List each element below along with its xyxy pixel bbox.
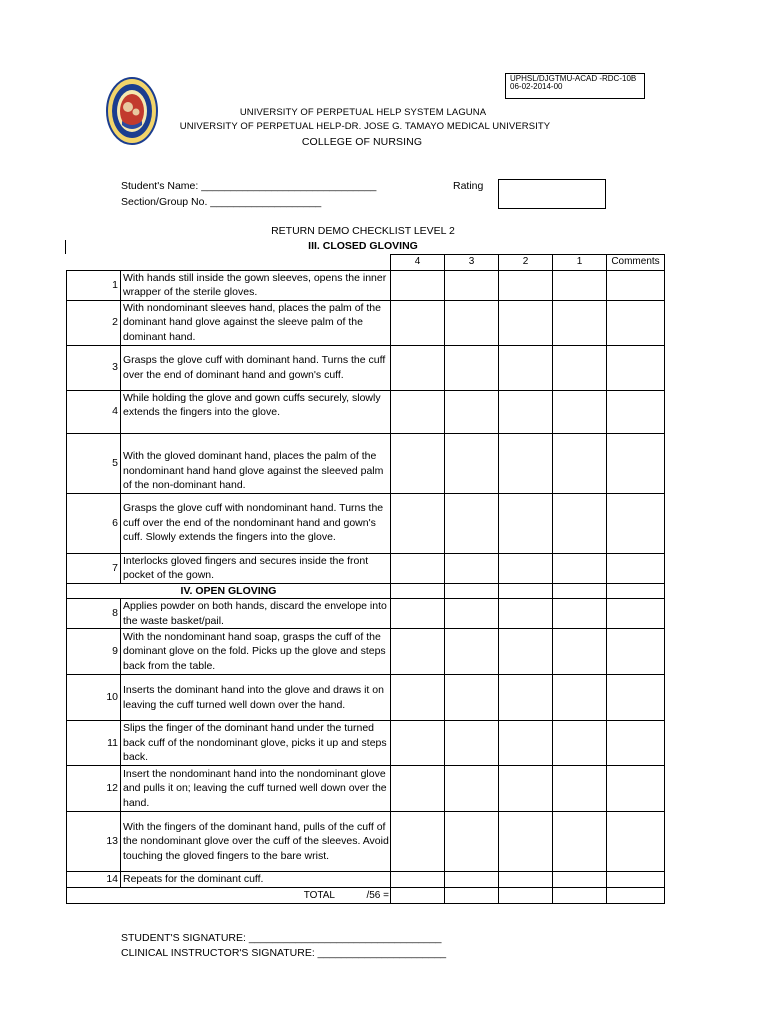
university-name: UNIVERSITY OF PERPETUAL HELP SYSTEM LAGUNA [239, 107, 487, 118]
score-cell-2[interactable] [499, 270, 553, 300]
score-cell-4[interactable] [391, 390, 445, 433]
item-text: With nondominant sleeves hand, places the palm of the dominant hand glove against the sleeve palm of the dominant hand. [121, 300, 391, 345]
comment-cell[interactable] [607, 345, 665, 390]
item-text: With the gloved dominant hand, places the palm of the nondominant hand hand glove against the sleeved palm of the non-dominant hand. [121, 433, 391, 493]
item-number: 7 [67, 553, 121, 583]
score-cell-2[interactable] [499, 345, 553, 390]
score-cell-2[interactable] [499, 766, 553, 812]
checklist-table [66, 254, 665, 904]
score-cell-4[interactable] [391, 766, 445, 812]
score-cell-3[interactable] [445, 675, 499, 721]
score-cell-2[interactable] [499, 872, 553, 888]
score-cell-1[interactable] [553, 812, 607, 872]
score-cell-4[interactable] [391, 599, 445, 629]
table-row [67, 553, 665, 583]
score-cell-2[interactable] [499, 599, 553, 629]
item-number: 12 [67, 766, 121, 812]
total-label: TOTAL [303, 889, 335, 901]
score-cell-3[interactable] [445, 390, 499, 433]
score-cell-4[interactable] [391, 629, 445, 675]
table-row [67, 599, 665, 629]
score-cell-3[interactable] [445, 872, 499, 888]
section-closed-gloving: III. CLOSED GLOVING [308, 240, 418, 252]
score-cell-4[interactable] [391, 433, 445, 493]
item-number: 11 [67, 721, 121, 766]
section-group-field[interactable]: Section/Group No. ___________________ [121, 196, 322, 208]
score-cell-1[interactable] [553, 300, 607, 345]
score-cell-3[interactable] [445, 766, 499, 812]
score-cell-3[interactable] [445, 553, 499, 583]
rating-box[interactable] [498, 179, 606, 209]
column-header-row [67, 255, 665, 271]
item-text: Slips the finger of the dominant hand under the turned back cuff of the nondominant glove, picks it up and steps back. [121, 721, 391, 766]
item-number: 4 [67, 390, 121, 433]
score-cell-2[interactable] [499, 493, 553, 553]
score-cell-4[interactable] [391, 553, 445, 583]
score-cell-3[interactable] [445, 493, 499, 553]
item-number: 3 [67, 345, 121, 390]
student-signature-line[interactable]: STUDENT'S SIGNATURE: _________________________________ [121, 932, 442, 944]
item-text: Applies powder on both hands, discard the envelope into the waste basket/pail. [121, 599, 391, 629]
comment-cell[interactable] [607, 300, 665, 345]
item-number: 14 [67, 872, 121, 888]
comment-cell[interactable] [607, 872, 665, 888]
student-name-field[interactable]: Student's Name: ______________________________ [121, 180, 377, 192]
score-cell-1[interactable] [553, 345, 607, 390]
section-open-gloving: IV. OPEN GLOVING [67, 583, 391, 599]
score-cell-2[interactable] [499, 390, 553, 433]
table-row [67, 721, 665, 766]
item-number: 9 [67, 629, 121, 675]
item-text: With the nondominant hand soap, grasps the cuff of the dominant glove on the fold. Picks up the glove and steps back from the table. [121, 629, 391, 675]
comment-cell[interactable] [607, 599, 665, 629]
item-text: With the fingers of the dominant hand, pulls of the cuff of the nondominant glove over the cuff of the sleeves. Avoid touching the gloved fingers to the bare wrist. [121, 812, 391, 872]
item-number: 6 [67, 493, 121, 553]
comment-cell[interactable] [607, 270, 665, 300]
item-text: Interlocks gloved fingers and secures inside the front pocket of the gown. [121, 553, 391, 583]
score-cell-3[interactable] [445, 629, 499, 675]
score-cell-1[interactable] [553, 599, 607, 629]
score-cell-2[interactable] [499, 812, 553, 872]
score-cell-3[interactable] [445, 300, 499, 345]
comment-cell[interactable] [607, 675, 665, 721]
total-cell-1[interactable] [553, 887, 607, 904]
score-cell-4[interactable] [391, 675, 445, 721]
score-cell-4[interactable] [391, 493, 445, 553]
score-cell-3[interactable] [445, 721, 499, 766]
total-cell-2[interactable] [499, 887, 553, 904]
item-text: Inserts the dominant hand into the glove and draws it on leaving the cuff turned well down over the hand. [121, 675, 391, 721]
item-text: Grasps the glove cuff with nondominant hand. Turns the cuff over the end of the nondominant hand and gown's cuff. Slowly extends the fingers into the glove. [121, 493, 391, 553]
col-header-1: 1 [553, 255, 607, 271]
item-number: 1 [67, 270, 121, 300]
table-row [67, 675, 665, 721]
score-cell-2[interactable] [499, 675, 553, 721]
comment-cell[interactable] [607, 812, 665, 872]
document-code-box [505, 73, 645, 99]
col-header-4: 4 [391, 255, 445, 271]
item-number: 13 [67, 812, 121, 872]
col-header-comments: Comments [607, 255, 665, 271]
item-number: 8 [67, 599, 121, 629]
score-cell-1[interactable] [553, 433, 607, 493]
score-cell-1[interactable] [553, 872, 607, 888]
document-code: UPHSL/DJGTMU-ACAD -RDC-10B [510, 74, 637, 83]
score-cell-4[interactable] [391, 812, 445, 872]
total-comment-cell[interactable] [607, 887, 665, 904]
item-text: Insert the nondominant hand into the nondominant glove and pulls it on; leaving the cuff turned well down over the hand. [121, 766, 391, 812]
col-header-2: 2 [499, 255, 553, 271]
score-cell-2[interactable] [499, 300, 553, 345]
college-name: COLLEGE OF NURSING [301, 136, 423, 148]
table-row [67, 433, 665, 493]
table-row [67, 629, 665, 675]
item-text: With hands still inside the gown sleeves, opens the inner wrapper of the sterile gloves. [121, 270, 391, 300]
table-row [67, 493, 665, 553]
table-row [67, 390, 665, 433]
rating-label: Rating [453, 180, 484, 192]
score-cell-2[interactable] [499, 553, 553, 583]
col-header-3: 3 [445, 255, 499, 271]
score-cell-1[interactable] [553, 390, 607, 433]
table-row [67, 345, 665, 390]
score-cell-2[interactable] [499, 721, 553, 766]
medical-university-name: UNIVERSITY OF PERPETUAL HELP-DR. JOSE G. TAMAYO MEDICAL UNIVERSITY [179, 121, 551, 132]
score-cell-3[interactable] [445, 812, 499, 872]
score-cell-1[interactable] [553, 721, 607, 766]
comment-cell[interactable] [607, 390, 665, 433]
score-cell-1[interactable] [553, 553, 607, 583]
score-cell-1[interactable] [553, 675, 607, 721]
total-cell-4[interactable] [391, 887, 445, 904]
table-row [67, 300, 665, 345]
score-cell-3[interactable] [445, 270, 499, 300]
comment-cell[interactable] [607, 433, 665, 493]
score-cell-4[interactable] [391, 345, 445, 390]
item-number: 2 [67, 300, 121, 345]
score-cell-3[interactable] [445, 599, 499, 629]
score-cell-2[interactable] [499, 629, 553, 675]
total-row [67, 887, 665, 904]
total-cell-3[interactable] [445, 887, 499, 904]
score-cell-2[interactable] [499, 433, 553, 493]
score-cell-1[interactable] [553, 270, 607, 300]
item-number: 10 [67, 675, 121, 721]
total-score: /56 = [366, 889, 389, 901]
comment-cell[interactable] [607, 553, 665, 583]
document-date-code: 06-02-2014-00 [510, 82, 563, 91]
section-row [67, 583, 665, 599]
score-cell-3[interactable] [445, 345, 499, 390]
score-cell-1[interactable] [553, 493, 607, 553]
item-text: Repeats for the dominant cuff. [121, 872, 391, 888]
instructor-signature-line[interactable]: CLINICAL INSTRUCTOR'S SIGNATURE: ______________________ [121, 947, 447, 959]
table-row [67, 766, 665, 812]
comment-cell[interactable] [607, 493, 665, 553]
score-cell-4[interactable] [391, 721, 445, 766]
item-number: 5 [67, 433, 121, 493]
score-cell-4[interactable] [391, 270, 445, 300]
comment-cell[interactable] [607, 721, 665, 766]
score-cell-1[interactable] [553, 629, 607, 675]
table-row [67, 812, 665, 872]
score-cell-3[interactable] [445, 433, 499, 493]
checklist-title: RETURN DEMO CHECKLIST LEVEL 2 [271, 225, 455, 237]
comment-cell[interactable] [607, 629, 665, 675]
score-cell-4[interactable] [391, 872, 445, 888]
item-text: Grasps the glove cuff with dominant hand. Turns the cuff over the end of dominant hand and gown's cuff. [121, 345, 391, 390]
score-cell-1[interactable] [553, 766, 607, 812]
comment-cell[interactable] [607, 766, 665, 812]
score-cell-4[interactable] [391, 300, 445, 345]
table-row [67, 270, 665, 300]
table-row [67, 872, 665, 888]
item-text: While holding the glove and gown cuffs securely, slowly extends the fingers into the glove. [121, 390, 391, 433]
